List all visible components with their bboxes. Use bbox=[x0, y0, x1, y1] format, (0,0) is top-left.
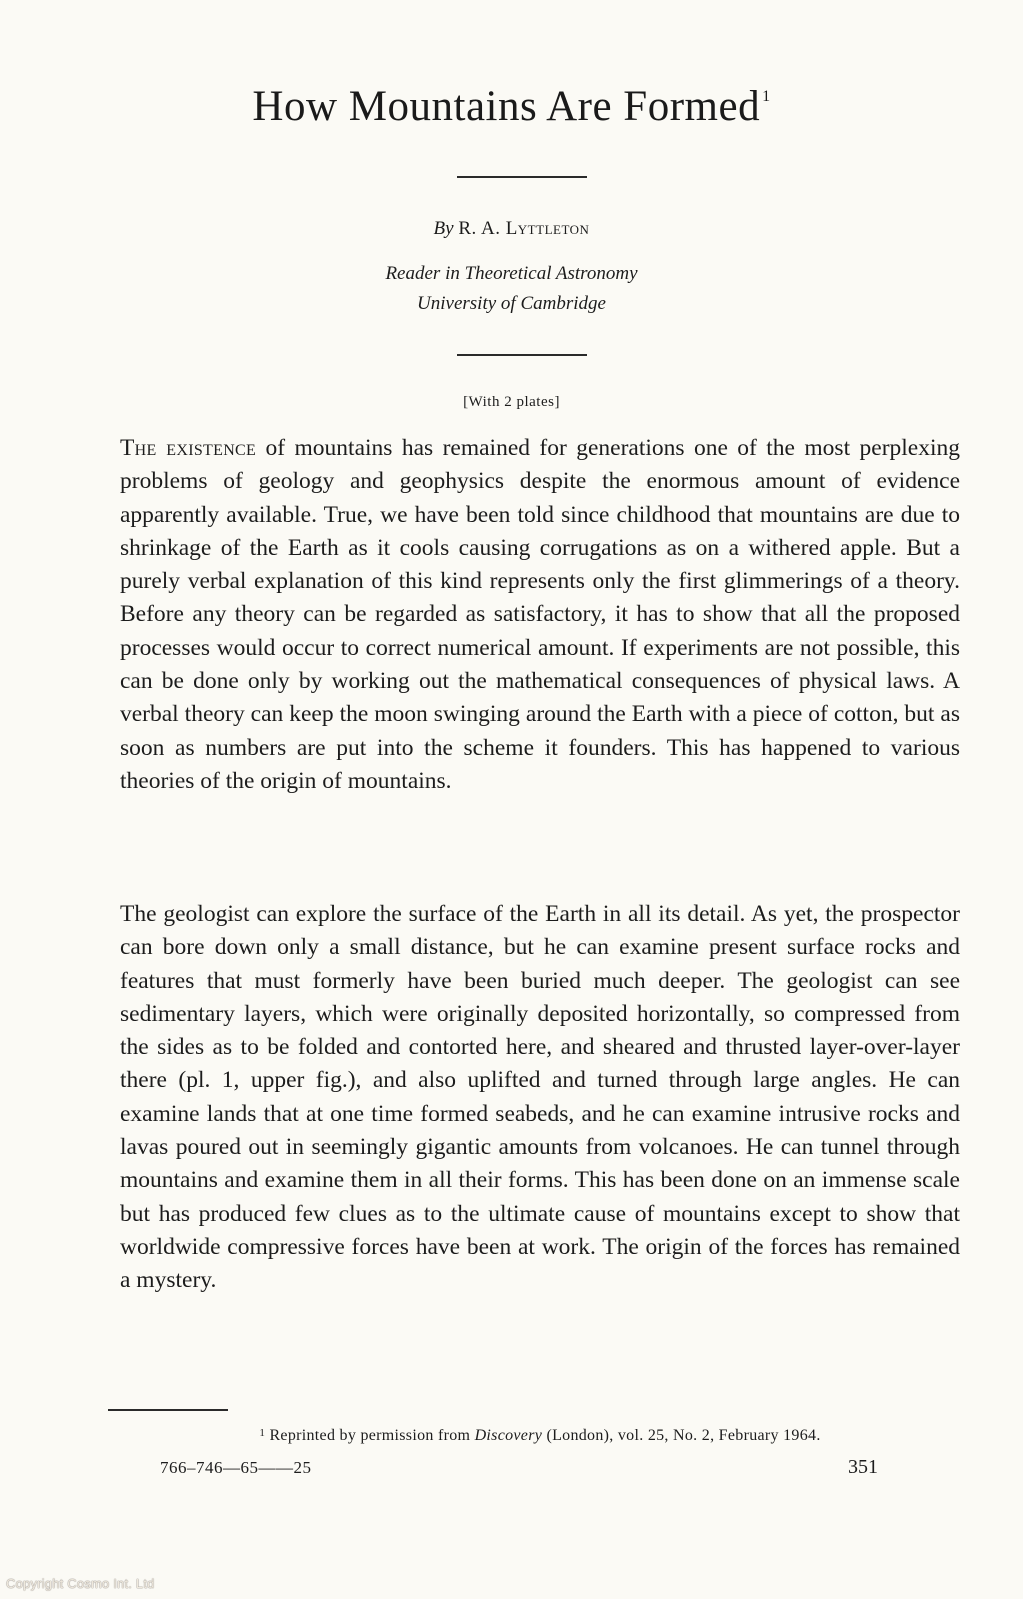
article-title-text: How Mountains Are Formed bbox=[252, 83, 761, 130]
paragraph-1-text: of mountains has remained for generations one of the most perplexing problems of geology and geophysics despite the enormous amount of evidence apparently available. True, we have been told since childhood that mountains are due to shrinkage of the Earth as it cools causing corrugations as on a withered apple. But a purely verbal explanation of this kind represents only the first glimmerings of a theory. Before any theory can be regarded as satisfactory, it has to show that all the proposed processes would occur to correct numerical amount. If experiments are not possible, this can be done only by working out the mathematical consequences of physical laws. A verbal theory can keep the moon swinging around the Earth with a piece of cotton, but as soon as numbers are put into the scheme it founders. This has happened to various theories of the origin of mountains. bbox=[120, 435, 961, 794]
title-footnote-mark: 1 bbox=[762, 88, 771, 105]
affiliation-position: Reader in Theoretical Astronomy bbox=[385, 263, 638, 284]
paragraph-1-lead: The existence bbox=[120, 435, 257, 461]
byline bbox=[0, 218, 1023, 240]
page-number: 351 bbox=[848, 1456, 878, 1478]
byline-prefix: By bbox=[433, 218, 454, 239]
footnote-divider bbox=[108, 1409, 228, 1411]
footnote-text-before: Reprinted by permission from bbox=[265, 1427, 475, 1444]
affiliation-divider bbox=[457, 354, 587, 356]
paragraph-1 bbox=[120, 432, 960, 798]
paragraph-2: The geologist can explore the surface of the Earth in all its detail. As yet, the prospector can bore down only a small distance, but he can examine present surface rocks and features that must formerly have been buried much deeper. The geologist can see sedimentary layers, which were originally deposited horizontally, so compressed from the sides as to be folded and contorted here, and sheared and thrusted layer-over-layer there (pl. 1, upper fig.), and also uplifted and turned through large angles. He can examine lands that at one time formed seabeds, and he can examine intrusive rocks and lavas poured out in seemingly gigantic amounts from volcanoes. He can tunnel through mountains and examine them in all their forms. This has been done on an immense scale but has produced few clues as to the ultimate cause of mountains except to show that worldwide compressive forces have been at work. The origin of the forces has remained a mystery. bbox=[120, 901, 960, 1294]
footnote-mark: 1 bbox=[259, 1427, 266, 1439]
footnote-source: Discovery bbox=[474, 1427, 543, 1444]
title-divider bbox=[457, 176, 587, 178]
copyright-watermark: Copyright Cosmo Int. Ltd bbox=[6, 1576, 155, 1591]
footnote-text-after: (London), vol. 25, No. 2, February 1964. bbox=[542, 1427, 821, 1444]
affiliation-institution: University of Cambridge bbox=[417, 293, 606, 314]
footnote bbox=[120, 1427, 960, 1445]
article-title bbox=[0, 82, 1023, 131]
plates-note: [With 2 plates] bbox=[463, 394, 560, 410]
job-number: 766–746—65——25 bbox=[160, 1458, 312, 1477]
author-name: R. A. Lyttleton bbox=[458, 218, 590, 239]
